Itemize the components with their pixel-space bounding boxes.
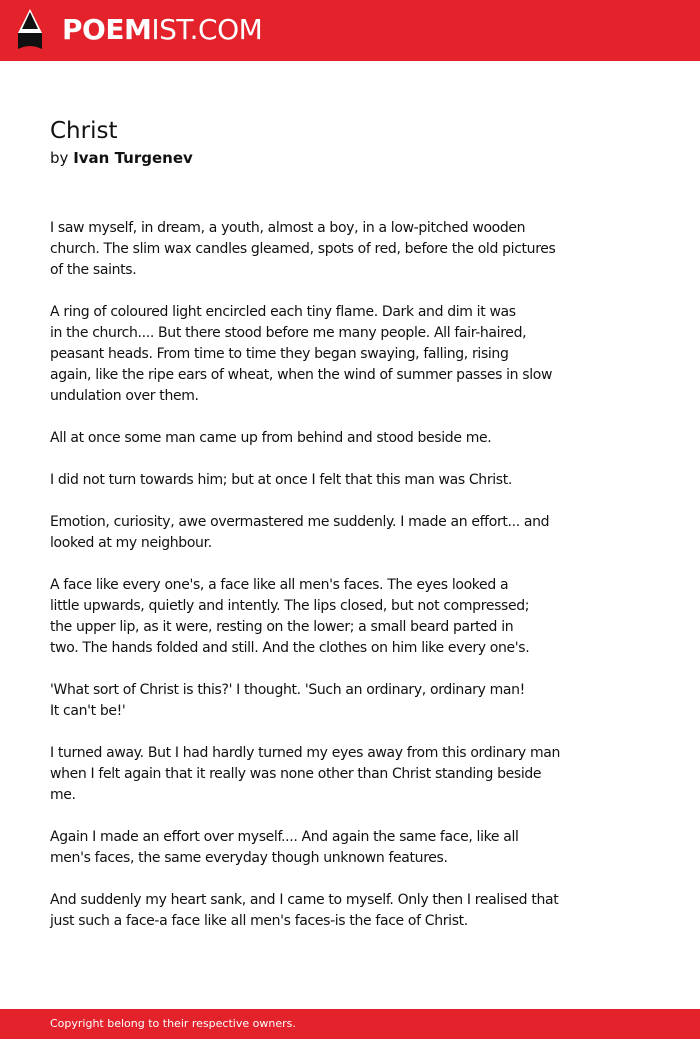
logo-light-text: IST.COM (151, 13, 263, 46)
site-footer (0, 1009, 700, 1039)
poem-line: the upper lip, as it were, resting on the lower; a small beard parted in (50, 619, 514, 635)
author-name: Ivan Turgenev (73, 149, 193, 167)
poem-line: two. The hands folded and still. And the clothes on him like every one's. (50, 640, 530, 656)
poem-line: Again I made an effort over myself.... And again the same face, like all (50, 829, 519, 845)
stanza (50, 890, 590, 932)
poem-line: when I felt again that it really was none other than Christ standing beside (50, 766, 542, 782)
stanza (50, 680, 590, 722)
poem-line: A ring of coloured light encircled each tiny flame. Dark and dim it was (50, 304, 516, 320)
stanza (50, 302, 590, 407)
site-logo[interactable] (62, 12, 262, 48)
poem-line: All at once some man came up from behind and stood beside me. (50, 430, 492, 446)
poem-line: undulation over them. (50, 388, 199, 404)
poem-line: men's faces, the same everyday though unknown features. (50, 850, 448, 866)
poem-line: Emotion, curiosity, awe overmastered me suddenly. I made an effort... and (50, 514, 550, 530)
poem-line: me. (50, 787, 76, 803)
stanza (50, 428, 590, 449)
byline (50, 148, 193, 169)
poem-line: in the church.... But there stood before me many people. All fair-haired, (50, 325, 527, 341)
poem-line: little upwards, quietly and intently. The lips closed, but not compressed; (50, 598, 530, 614)
by-label: by (50, 149, 69, 167)
poem-line: church. The slim wax candles gleamed, spots of red, before the old pictures (50, 241, 556, 257)
logo-bold-text: POEM (62, 13, 152, 46)
poem-line: A face like every one's, a face like all men's faces. The eyes looked a (50, 577, 509, 593)
poem-line: I turned away. But I had hardly turned my eyes away from this ordinary man (50, 745, 561, 761)
site-header (0, 0, 700, 61)
poem-line: looked at my neighbour. (50, 535, 212, 551)
poem-line: again, like the ripe ears of wheat, when the wind of summer passes in slow (50, 367, 553, 383)
stanza (50, 218, 590, 281)
stanza (50, 470, 590, 491)
stanza (50, 512, 590, 554)
poem-line: peasant heads. From time to time they began swaying, falling, rising (50, 346, 509, 362)
stanza (50, 575, 590, 659)
stanza (50, 743, 590, 806)
copyright-notice: Copyright belong to their respective owners. (50, 1017, 296, 1030)
pencil-icon[interactable] (17, 9, 43, 51)
stanza (50, 827, 590, 869)
poem-line: just such a face-a face like all men's faces-is the face of Christ. (50, 913, 468, 929)
poem-body (50, 218, 590, 953)
poem-line: I did not turn towards him; but at once I felt that this man was Christ. (50, 472, 512, 488)
poem-line: of the saints. (50, 262, 137, 278)
poem-line: I saw myself, in dream, a youth, almost a boy, in a low-pitched wooden (50, 220, 526, 236)
poem-line: It can't be!' (50, 703, 126, 719)
poem-line: 'What sort of Christ is this?' I thought. 'Such an ordinary, ordinary man! (50, 682, 525, 698)
poem-line: And suddenly my heart sank, and I came to myself. Only then I realised that (50, 892, 559, 908)
poem-title: Christ (50, 118, 118, 144)
